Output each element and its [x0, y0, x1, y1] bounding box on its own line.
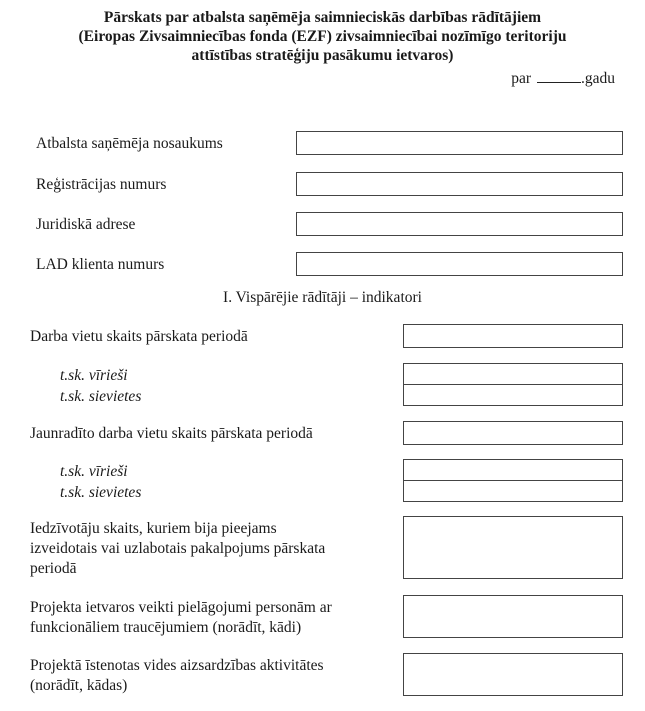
new-jobs-field[interactable]: [403, 421, 623, 445]
residents-label-line-3: periodā: [30, 560, 77, 577]
new-jobs-men-label: t.sk. vīrieši: [60, 463, 128, 480]
applicant-name-field[interactable]: [296, 131, 623, 155]
disability-label-line-2: funkcionāliem traucējumiem (norādīt, kādi): [30, 619, 302, 636]
registration-number-label: Reģistrācijas numurs: [36, 176, 167, 193]
legal-address-label: Juridiskā adrese: [36, 216, 136, 233]
environment-label: [30, 656, 324, 696]
environment-field[interactable]: [403, 653, 623, 696]
registration-number-field[interactable]: [296, 172, 623, 196]
section-heading: I. Vispārējie rādītāji – indikatori: [223, 289, 422, 306]
title-line-3: attīstības stratēģiju pasākumu ietvaros): [191, 47, 454, 64]
residents-label-line-2: izveidotais vai uzlabotais pakalpojums pārskata: [30, 540, 326, 557]
lad-client-number-field[interactable]: [296, 252, 623, 276]
new-jobs-label: Jaunradīto darba vietu skaits pārskata periodā: [30, 425, 313, 442]
environment-label-line-2: (norādīt, kādas): [30, 677, 128, 694]
new-jobs-women-label: t.sk. sievietes: [60, 484, 142, 501]
new-jobs-women-field[interactable]: [403, 480, 623, 502]
environment-label-line-1: Projektā īstenotas vides aizsardzības aktivitātes: [30, 657, 324, 674]
disability-field[interactable]: [403, 595, 623, 638]
disability-label: [30, 598, 332, 638]
jobs-men-label: t.sk. vīrieši: [60, 367, 128, 384]
jobs-field[interactable]: [403, 324, 623, 348]
residents-field[interactable]: [403, 516, 623, 579]
report-period: [511, 70, 615, 88]
document-title: [0, 8, 645, 65]
new-jobs-men-field[interactable]: [403, 459, 623, 481]
lad-client-number-label: LAD klienta numurs: [36, 256, 165, 273]
jobs-label: Darba vietu skaits pārskata periodā: [30, 328, 248, 345]
period-prefix: par: [511, 70, 531, 87]
jobs-women-label: t.sk. sievietes: [60, 388, 142, 405]
jobs-women-field[interactable]: [403, 384, 623, 406]
period-suffix: .gadu: [580, 70, 615, 87]
residents-label-line-1: Iedzīvotāju skaits, kuriem bija pieejams: [30, 520, 277, 537]
legal-address-field[interactable]: [296, 212, 623, 236]
jobs-men-field[interactable]: [403, 363, 623, 385]
title-line-1: Pārskats par atbalsta saņēmēja saimnieciskās darbības rādītājiem: [103, 9, 542, 26]
residents-label: [30, 519, 325, 579]
title-line-2: (Eiropas Zivsaimniecības fonda (EZF) zivsaimniecībai nozīmīgo teritoriju: [78, 28, 567, 45]
disability-label-line-1: Projekta ietvaros veikti pielāgojumi personām ar: [30, 599, 332, 616]
year-blank[interactable]: [537, 70, 581, 83]
applicant-name-label: Atbalsta saņēmēja nosaukums: [36, 135, 223, 152]
